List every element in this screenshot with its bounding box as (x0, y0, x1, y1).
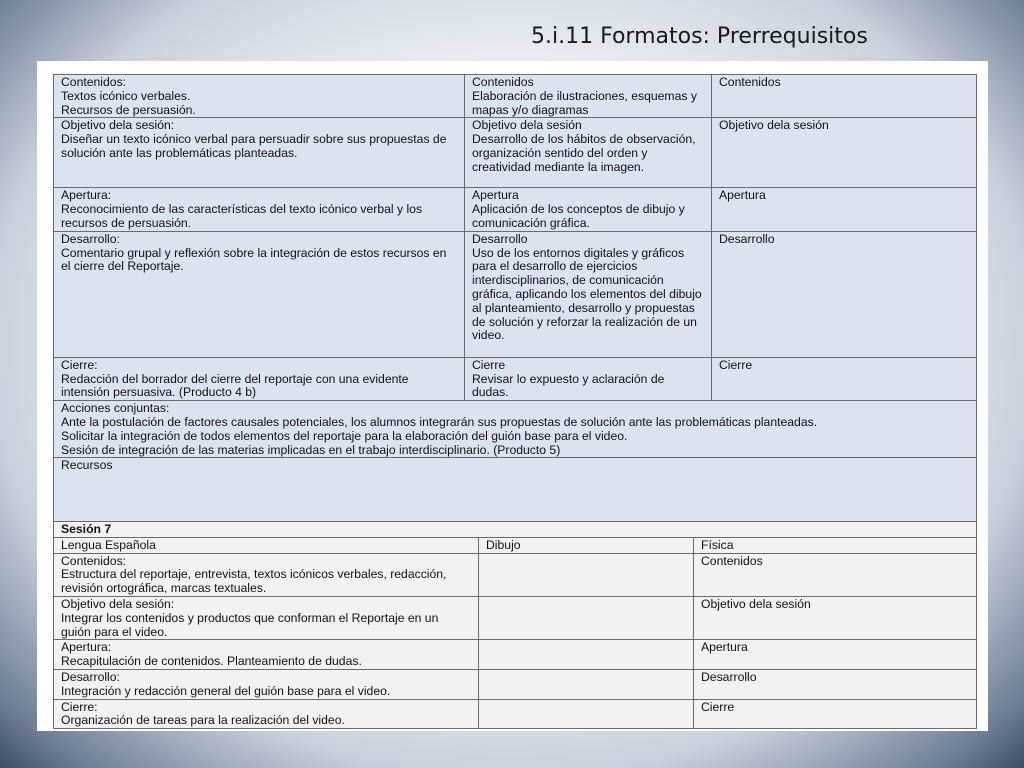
recursos-cell: Recursos (54, 458, 977, 528)
table-cell: Objetivo dela sesión (694, 596, 977, 639)
table-row (54, 75, 977, 118)
table-cell: Objetivo dela sesión Desarrollo de los hábitos de observación, organización sentido del orden y creatividad mediante la imagen. (465, 118, 712, 188)
table-row (54, 118, 977, 188)
table-cell: Objetivo dela sesión: Diseñar un texto icónico verbal para persuadir sobre sus propuestas de solución ante las problemáticas planteadas. (54, 118, 465, 188)
table-cell: Contenidos (712, 75, 977, 118)
table-row (54, 669, 977, 699)
column-header: Física (694, 537, 977, 553)
table-cell: Objetivo dela sesión (712, 118, 977, 188)
table-cell: Apertura (712, 188, 977, 231)
planning-table-top (53, 74, 977, 528)
table-cell: Cierre Revisar lo expuesto y aclaración de dudas. (465, 357, 712, 400)
table-cell: Desarrollo: Integración y redacción general del guión base para el video. (54, 669, 479, 699)
table-row (54, 458, 977, 528)
table-cell (479, 596, 694, 639)
table-row (54, 596, 977, 639)
table-row (54, 357, 977, 400)
table-cell: Contenidos: Textos icónico verbales. Recursos de persuasión. (54, 75, 465, 118)
table-cell: Desarrollo: Comentario grupal y reflexión sobre la integración de estos recursos en el cierre del Reportaje. (54, 231, 465, 357)
table-row (54, 537, 977, 553)
table-row (54, 401, 977, 458)
table-row (54, 640, 977, 670)
table-cell (479, 640, 694, 670)
table-cell: Cierre: Organización de tareas para la realización del video. (54, 699, 479, 729)
table-cell: Cierre (694, 699, 977, 729)
session-header: Sesión 7 (54, 522, 977, 538)
column-header: Lengua Española (54, 537, 479, 553)
table-cell (479, 553, 694, 596)
table-row (54, 553, 977, 596)
table-cell: Desarrollo Uso de los entornos digitales y gráficos para el desarrollo de ejercicios interdisciplinarios, de comunicación gráfica, aplicando los elementos del dibujo al planteamiento, desarrollo y propuestas de solución y reforzar la realización de un video. (465, 231, 712, 357)
table-cell (479, 669, 694, 699)
table-cell: Apertura: Reconocimiento de las características del texto icónico verbal y los recursos de persuasión. (54, 188, 465, 231)
acciones-conjuntas-cell: Acciones conjuntas: Ante la postulación de factores causales potenciales, los alumnos integrarán sus propuestas de solución ante las problemáticas planteadas. Solicitar la integración de todos elementos del reportaje para la elaboración del guión base para el video. Sesión de integración de las materias implicadas en el trabajo interdisciplinario. (Producto 5) (54, 401, 977, 458)
slide-title: 5.i.11 Formatos: Prerrequisitos (531, 24, 868, 49)
table-cell: Apertura (694, 640, 977, 670)
table-cell: Desarrollo (712, 231, 977, 357)
table-row (54, 522, 977, 538)
planning-table-bottom (53, 521, 977, 729)
table-cell: Contenidos (694, 553, 977, 596)
table-cell: Apertura Aplicación de los conceptos de dibujo y comunicación gráfica. (465, 188, 712, 231)
table-cell: Objetivo dela sesión: Integrar los contenidos y productos que conforman el Reportaje en un guión para el video. (54, 596, 479, 639)
table-cell: Cierre: Redacción del borrador del cierre del reportaje con una evidente intensión persuasiva. (Producto 4 b) (54, 357, 465, 400)
table-cell (479, 699, 694, 729)
table-cell: Contenidos: Estructura del reportaje, entrevista, textos icónicos verbales, redacción, revisión ortográfica, marcas textuales. (54, 553, 479, 596)
table-cell: Cierre (712, 357, 977, 400)
table-cell: Apertura: Recapitulación de contenidos. Planteamiento de dudas. (54, 640, 479, 670)
column-header: Dibujo (479, 537, 694, 553)
table-row (54, 699, 977, 729)
table-cell: Contenidos Elaboración de ilustraciones, esquemas y mapas y/o diagramas (465, 75, 712, 118)
table-row (54, 231, 977, 357)
table-cell: Desarrollo (694, 669, 977, 699)
table-row (54, 188, 977, 231)
